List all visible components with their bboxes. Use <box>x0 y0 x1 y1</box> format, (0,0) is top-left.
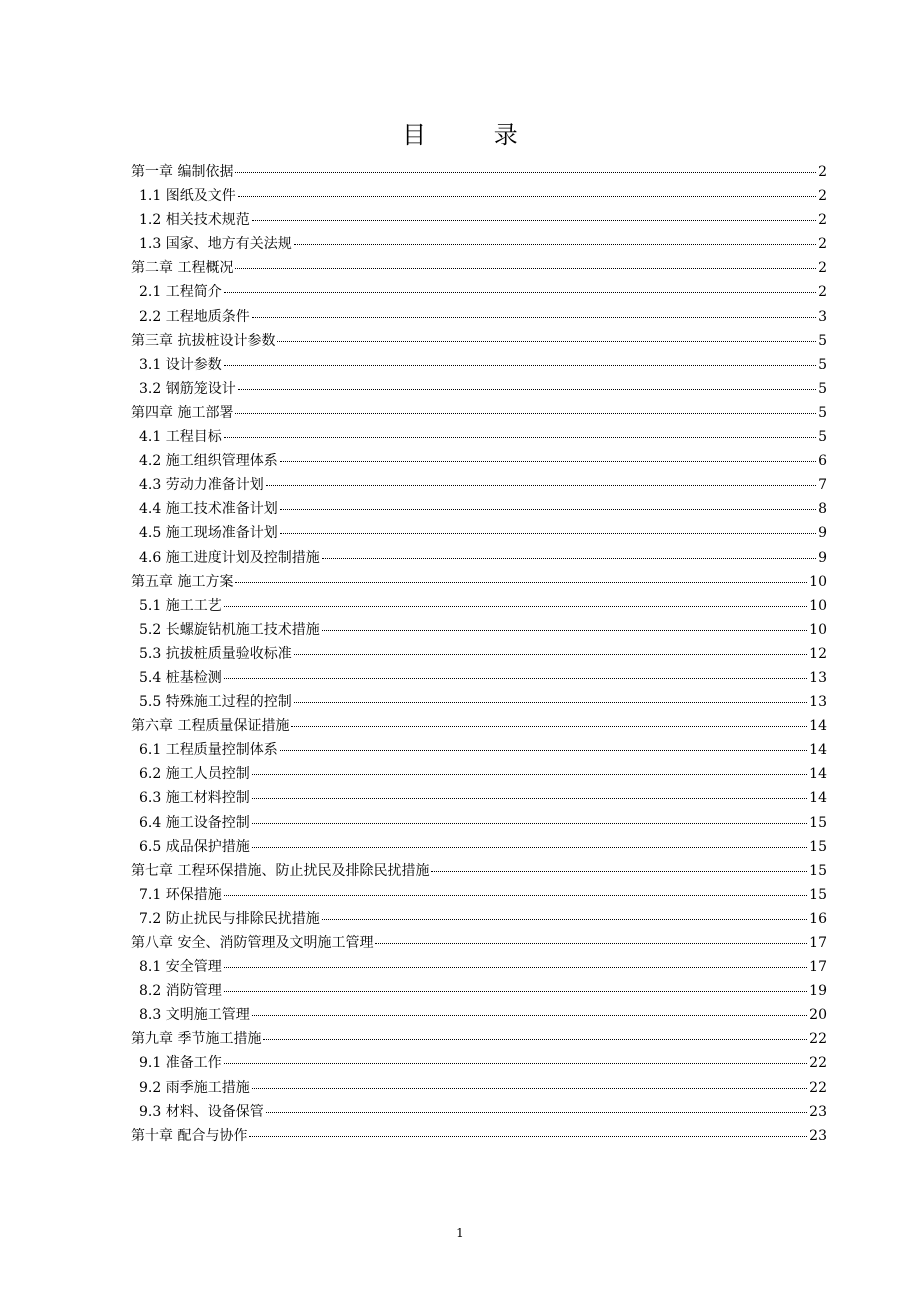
toc-entry-label: 6.1 工程质量控制体系 <box>139 742 278 759</box>
toc-dot-leader <box>235 268 816 269</box>
toc-chapter-entry[interactable] <box>131 329 827 353</box>
toc-entry-page: 22 <box>809 1031 827 1048</box>
toc-entry-page: 9 <box>818 525 827 542</box>
toc-dot-leader <box>252 317 816 318</box>
toc-entry-page: 8 <box>818 501 827 518</box>
toc-dot-leader <box>252 220 816 221</box>
toc-dot-leader <box>224 606 807 607</box>
toc-dot-leader <box>235 582 807 583</box>
toc-entry-page: 17 <box>809 935 827 951</box>
toc-dot-leader <box>266 1112 807 1113</box>
toc-entry-label: 第一章 编制依据 <box>131 164 234 180</box>
toc-section-entry[interactable] <box>131 425 827 449</box>
toc-entry-page: 2 <box>818 188 827 205</box>
toc-entry-label: 6.3 施工材料控制 <box>139 790 250 807</box>
toc-entry-label: 5.3 抗拔桩质量验收标准 <box>139 645 292 662</box>
toc-entry-page: 23 <box>809 1103 827 1120</box>
toc-title: 目 录 <box>402 121 548 149</box>
toc-entry-label: 9.3 材料、设备保管 <box>139 1103 264 1120</box>
toc-section-entry[interactable] <box>131 546 827 570</box>
toc-section-entry[interactable] <box>131 1003 827 1027</box>
toc-dot-leader <box>375 943 807 944</box>
toc-entry-page: 6 <box>818 453 827 470</box>
toc-section-entry[interactable] <box>131 497 827 521</box>
toc-entry-page: 23 <box>809 1127 827 1144</box>
toc-section-entry[interactable] <box>131 594 827 618</box>
toc-entry-page: 2 <box>818 236 827 253</box>
toc-entry-page: 3 <box>818 308 827 325</box>
toc-entry-label: 5.4 桩基检测 <box>139 669 222 686</box>
toc-chapter-entry[interactable] <box>131 931 827 955</box>
toc-section-entry[interactable] <box>131 738 827 762</box>
toc-dot-leader <box>224 292 816 293</box>
toc-entry-label: 第九章 季节施工措施 <box>131 1031 262 1048</box>
toc-dot-leader <box>263 1039 807 1040</box>
toc-entry-label: 9.2 雨季施工措施 <box>139 1079 250 1096</box>
toc-entry-label: 8.1 安全管理 <box>139 959 222 976</box>
toc-entry-page: 16 <box>809 910 827 927</box>
toc-entry-label: 4.4 施工技术准备计划 <box>139 501 278 518</box>
toc-dot-leader <box>294 702 807 703</box>
toc-dot-leader <box>252 798 807 799</box>
toc-chapter-entry[interactable] <box>131 859 827 883</box>
toc-entry-label: 第二章 工程概况 <box>131 260 234 277</box>
toc-section-entry[interactable] <box>131 618 827 642</box>
toc-entry-page: 15 <box>809 838 827 855</box>
toc-entry-label: 4.3 劳动力准备计划 <box>139 477 264 494</box>
toc-entry-label: 4.1 工程目标 <box>139 429 222 446</box>
toc-entry-label: 4.6 施工进度计划及控制措施 <box>139 549 320 566</box>
toc-dot-leader <box>224 678 807 679</box>
toc-entry-label: 9.1 准备工作 <box>139 1055 222 1072</box>
toc-dot-leader <box>252 774 807 775</box>
toc-entry-label: 5.5 特殊施工过程的控制 <box>139 694 292 711</box>
toc-entry-page: 15 <box>809 814 827 831</box>
toc-section-entry[interactable] <box>131 1076 827 1100</box>
toc-entry-label: 1.1 图纸及文件 <box>139 188 236 205</box>
toc-section-entry[interactable] <box>131 449 827 473</box>
toc-entry-page: 10 <box>809 621 827 638</box>
toc-dot-leader <box>266 485 816 486</box>
toc-dot-leader <box>224 967 807 968</box>
toc-dot-leader <box>238 389 816 390</box>
toc-section-entry[interactable] <box>131 208 827 232</box>
toc-dot-leader <box>280 750 807 751</box>
toc-entry-page: 19 <box>809 983 827 1000</box>
toc-entry-page: 9 <box>818 549 827 566</box>
toc-entry-page: 2 <box>818 260 827 277</box>
toc-chapter-entry[interactable] <box>131 160 827 184</box>
toc-entry-label: 2.1 工程简介 <box>139 284 222 301</box>
toc-entry-page: 17 <box>809 959 827 976</box>
toc-entry-label: 第六章 工程质量保证措施 <box>131 718 290 735</box>
toc-entry-label: 8.2 消防管理 <box>139 983 222 1000</box>
toc-entry-page: 22 <box>809 1055 827 1072</box>
toc-entry-label: 3.1 设计参数 <box>139 356 222 373</box>
toc-dot-leader <box>252 847 807 848</box>
toc-entry-page: 10 <box>809 573 827 590</box>
toc-entry-label: 3.2 钢筋笼设计 <box>139 380 236 397</box>
page-number: 1 <box>456 1226 464 1240</box>
toc-entry-page: 14 <box>809 718 827 735</box>
toc-dot-leader <box>224 895 807 896</box>
toc-dot-leader <box>280 533 816 534</box>
toc-entry-label: 7.2 防止扰民与排除民扰措施 <box>139 910 320 927</box>
toc-entry-page: 22 <box>809 1079 827 1096</box>
toc-section-entry[interactable] <box>131 690 827 714</box>
toc-dot-leader <box>235 172 816 173</box>
toc-entry-page: 5 <box>818 404 827 421</box>
toc-section-entry[interactable] <box>131 1051 827 1075</box>
toc-entry-label: 5.2 长螺旋钻机施工技术措施 <box>139 621 320 638</box>
toc-entry-page: 5 <box>818 332 827 349</box>
toc-entry-label: 第三章 抗拔桩设计参数 <box>131 332 276 349</box>
toc-entry-page: 10 <box>809 597 827 614</box>
toc-section-entry[interactable] <box>131 811 827 835</box>
toc-entry-label: 6.4 施工设备控制 <box>139 814 250 831</box>
toc-entry-page: 14 <box>809 766 827 783</box>
toc-entry-label: 8.3 文明施工管理 <box>139 1007 250 1024</box>
toc-entry-page: 15 <box>809 862 827 879</box>
toc-section-entry[interactable] <box>131 642 827 666</box>
toc-section-entry[interactable] <box>131 786 827 810</box>
toc-dot-leader <box>322 919 807 920</box>
toc-entry-label: 6.2 施工人员控制 <box>139 766 250 783</box>
toc-entry-page: 5 <box>818 380 827 397</box>
toc-section-entry[interactable] <box>131 835 827 859</box>
toc-entry-label: 第五章 施工方案 <box>131 573 234 590</box>
toc-dot-leader <box>291 726 807 727</box>
toc-section-entry[interactable] <box>131 762 827 786</box>
toc-entry-page: 5 <box>818 356 827 373</box>
toc-dot-leader <box>280 461 816 462</box>
toc-section-entry[interactable] <box>131 353 827 377</box>
toc-chapter-entry[interactable] <box>131 1124 827 1148</box>
toc-entry-page: 2 <box>818 212 827 229</box>
toc-list <box>131 160 827 1148</box>
toc-entry-label: 1.2 相关技术规范 <box>139 212 250 229</box>
toc-section-entry[interactable] <box>131 184 827 208</box>
toc-entry-label: 第十章 配合与协作 <box>131 1127 248 1144</box>
toc-dot-leader <box>431 871 807 872</box>
toc-entry-page: 14 <box>809 790 827 807</box>
toc-entry-label: 第四章 施工部署 <box>131 404 234 421</box>
toc-dot-leader <box>252 1015 807 1016</box>
toc-section-entry[interactable] <box>131 521 827 545</box>
toc-entry-label: 2.2 工程地质条件 <box>139 308 250 325</box>
toc-section-entry[interactable] <box>131 1100 827 1124</box>
toc-entry-label: 1.3 国家、地方有关法规 <box>139 236 292 253</box>
toc-entry-page: 2 <box>818 164 827 180</box>
toc-section-entry[interactable] <box>131 883 827 907</box>
toc-dot-leader <box>235 413 816 414</box>
toc-section-entry[interactable] <box>131 473 827 497</box>
toc-entry-page: 15 <box>809 886 827 903</box>
toc-entry-label: 第七章 工程环保措施、防止扰民及排除民扰措施 <box>131 862 430 879</box>
toc-dot-leader <box>224 437 816 438</box>
toc-entry-label: 4.2 施工组织管理体系 <box>139 453 278 470</box>
toc-chapter-entry[interactable] <box>131 714 827 738</box>
toc-dot-leader <box>277 341 816 342</box>
toc-dot-leader <box>224 1063 807 1064</box>
toc-section-entry[interactable] <box>131 305 827 329</box>
toc-section-entry[interactable] <box>131 907 827 931</box>
toc-dot-leader <box>252 823 807 824</box>
toc-section-entry[interactable] <box>131 979 827 1003</box>
toc-dot-leader <box>322 558 816 559</box>
toc-entry-page: 2 <box>818 284 827 301</box>
toc-chapter-entry[interactable] <box>131 570 827 594</box>
toc-section-entry[interactable] <box>131 232 827 256</box>
toc-dot-leader <box>294 654 807 655</box>
toc-chapter-entry[interactable] <box>131 401 827 425</box>
toc-entry-page: 13 <box>809 669 827 686</box>
toc-entry-page: 5 <box>818 429 827 446</box>
toc-dot-leader <box>294 244 816 245</box>
toc-entry-page: 13 <box>809 694 827 711</box>
toc-chapter-entry[interactable] <box>131 256 827 280</box>
toc-section-entry[interactable] <box>131 955 827 979</box>
toc-entry-label: 4.5 施工现场准备计划 <box>139 525 278 542</box>
toc-section-entry[interactable] <box>131 280 827 304</box>
toc-entry-label: 6.5 成品保护措施 <box>139 838 250 855</box>
toc-entry-page: 7 <box>818 477 827 494</box>
toc-dot-leader <box>224 991 807 992</box>
toc-dot-leader <box>238 196 816 197</box>
toc-entry-page: 14 <box>809 742 827 759</box>
toc-dot-leader <box>280 509 816 510</box>
toc-section-entry[interactable] <box>131 377 827 401</box>
toc-entry-page: 20 <box>809 1007 827 1024</box>
toc-entry-page: 12 <box>809 645 827 662</box>
toc-entry-label: 第八章 安全、消防管理及文明施工管理 <box>131 935 374 951</box>
toc-dot-leader <box>252 1088 807 1089</box>
toc-section-entry[interactable] <box>131 666 827 690</box>
toc-dot-leader <box>322 630 807 631</box>
toc-dot-leader <box>224 365 816 366</box>
toc-entry-label: 7.1 环保措施 <box>139 886 222 903</box>
toc-chapter-entry[interactable] <box>131 1027 827 1051</box>
toc-dot-leader <box>249 1136 807 1137</box>
toc-entry-label: 5.1 施工工艺 <box>139 597 222 614</box>
